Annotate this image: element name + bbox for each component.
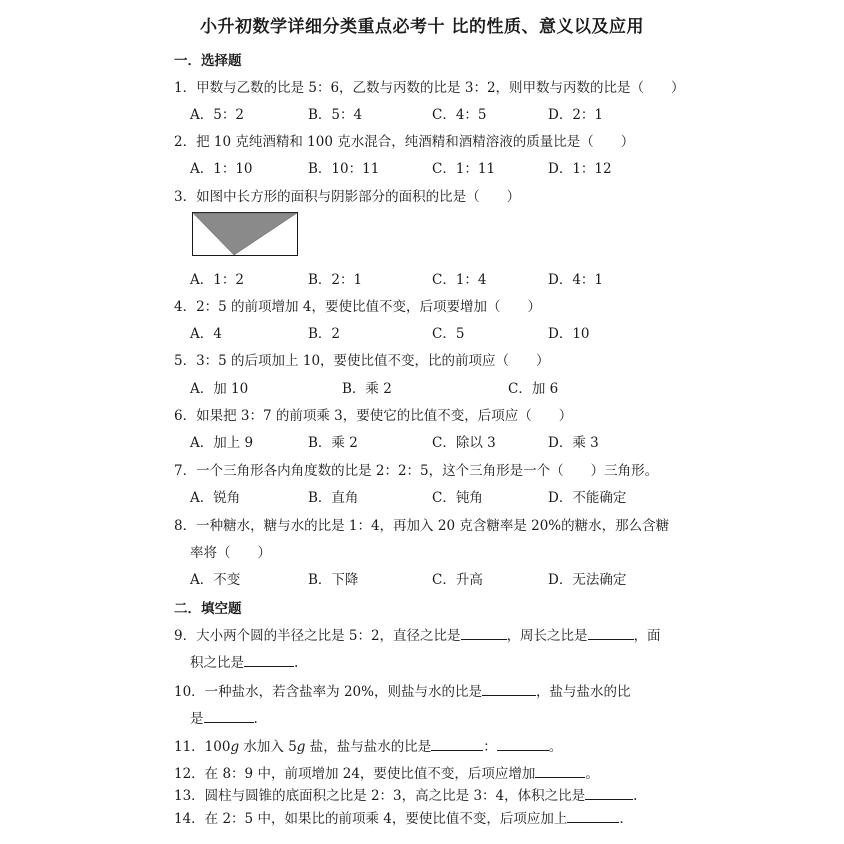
option-b: B．2	[308, 326, 341, 342]
question-12-text-2: 。	[585, 766, 599, 782]
question-8: 8．一种糖水，糖与水的比是 1：4，再加入 20 克含糖率是 20%的糖水，那么含糖	[174, 518, 670, 534]
option-b: B．5：4	[308, 107, 363, 123]
option-d: D．无法确定	[548, 572, 627, 588]
question-12	[174, 762, 599, 782]
question-11-text-3: 盐，盐与盐水的比是	[305, 739, 432, 755]
question-14-text-1: 14．在 2：5 中，如果比的前项乘 4，要使比值不变，后项应加上	[174, 811, 568, 827]
question-12-text-1: 12．在 8：9 中，前项增加 24，要使比值不变，后项应增加	[174, 766, 536, 782]
question-9	[174, 624, 661, 644]
unit-g: g	[296, 739, 306, 755]
question-10-text-2: ，盐与盐水的比	[535, 684, 631, 700]
question-5: 5．3：5 的后项加上 10，要使比值不变，比的前项应（ ）	[174, 353, 550, 369]
section-fill-heading: 二．填空题	[174, 601, 242, 617]
option-c: C．5	[432, 326, 465, 342]
option-a: A．4	[190, 326, 222, 342]
question-10-text-3: 是	[190, 711, 204, 727]
rectangle-shaded-triangle-figure	[192, 212, 298, 256]
option-a: A．1：2	[190, 272, 244, 288]
question-14	[174, 807, 624, 827]
answer-blank[interactable]	[585, 787, 633, 800]
question-13	[174, 784, 637, 804]
option-c: C．升高	[432, 572, 483, 588]
question-14-text-2: .	[619, 811, 624, 827]
option-d: D．2：1	[548, 107, 604, 123]
question-10-text-1: 10．一种盐水，若含盐率为 20%，则盐与水的比是	[174, 684, 482, 700]
question-2: 2．把 10 克纯酒精和 100 克水混合，纯酒精和酒精溶液的质量比是（ ）	[174, 134, 635, 150]
question-9-text-4: 积之比是	[190, 655, 244, 671]
option-b: B．乘 2	[342, 381, 392, 397]
option-c: C．除以 3	[432, 435, 496, 451]
option-c: C．4：5	[432, 107, 487, 123]
question-11-text-1: 11．100	[174, 739, 231, 755]
answer-blank[interactable]	[482, 683, 536, 696]
question-9-continued	[190, 651, 298, 671]
option-a: A．锐角	[190, 490, 241, 506]
option-d: D．4：1	[548, 272, 604, 288]
page-title: 小升初数学详细分类重点必考十 比的性质、意义以及应用	[200, 17, 644, 37]
answer-blank[interactable]	[567, 810, 619, 823]
answer-blank[interactable]	[244, 654, 294, 667]
option-b: B．2：1	[308, 272, 363, 288]
unit-g: g	[230, 739, 240, 755]
question-3: 3．如图中长方形的面积与阴影部分的面积的比是（ ）	[174, 189, 521, 205]
question-8-continued: 率将（ ）	[190, 545, 271, 561]
question-11-text-4: ：	[483, 739, 497, 755]
question-10-continued	[190, 707, 258, 727]
question-9-text-3: ，面	[633, 628, 661, 644]
option-c: C．1：4	[432, 272, 487, 288]
question-11	[174, 735, 562, 755]
option-a: A．1：10	[190, 161, 253, 177]
question-7: 7．一个三角形各内角度数的比是 2：2：5，这个三角形是一个（ ）三角形。	[174, 463, 659, 479]
option-b: B．10：11	[308, 161, 380, 177]
question-10-text-4: .	[253, 711, 258, 727]
option-a: A．不变	[190, 572, 241, 588]
question-11-text-5: 。	[548, 739, 563, 755]
question-9-text-5: .	[294, 655, 299, 671]
question-13-text-2: .	[633, 788, 638, 804]
option-d: D．乘 3	[548, 435, 599, 451]
answer-blank[interactable]	[588, 627, 634, 640]
question-1: 1．甲数与乙数的比是 5：6，乙数与丙数的比是 3：2，则甲数与丙数的比是（ ）	[174, 80, 685, 96]
answer-blank[interactable]	[461, 627, 507, 640]
option-a: A．加 10	[190, 381, 249, 397]
option-c: C．加 6	[508, 381, 559, 397]
question-6: 6．如果把 3：7 的前项乘 3，要使它的比值不变，后项应（ ）	[174, 408, 573, 424]
option-b: B．下降	[308, 572, 359, 588]
option-b: B．乘 2	[308, 435, 358, 451]
question-9-text-1: 9．大小两个圆的半径之比是 5：2，直径之比是	[174, 628, 461, 644]
option-a: A．加上 9	[190, 435, 254, 451]
question-4: 4．2：5 的前项增加 4，要使比值不变，后项要增加（ ）	[174, 299, 541, 315]
option-b: B．直角	[308, 490, 359, 506]
question-10	[174, 680, 630, 700]
section-choice-heading: 一．选择题	[174, 53, 242, 69]
answer-blank[interactable]	[431, 738, 483, 751]
question-13-text-1: 13．圆柱与圆锥的底面积之比是 2：3，高之比是 3：4，体积之比是	[174, 788, 586, 804]
option-c: C．1：11	[432, 161, 496, 177]
answer-blank[interactable]	[497, 738, 549, 751]
option-c: C．钝角	[432, 490, 483, 506]
answer-blank[interactable]	[535, 765, 585, 778]
question-11-text-2: 水加入 5	[239, 739, 297, 755]
option-a: A．5：2	[190, 107, 244, 123]
option-d: D．1：12	[548, 161, 612, 177]
question-9-text-2: ，周长之比是	[506, 628, 588, 644]
option-d: D．不能确定	[548, 490, 627, 506]
option-d: D．10	[548, 326, 590, 342]
answer-blank[interactable]	[204, 710, 254, 723]
